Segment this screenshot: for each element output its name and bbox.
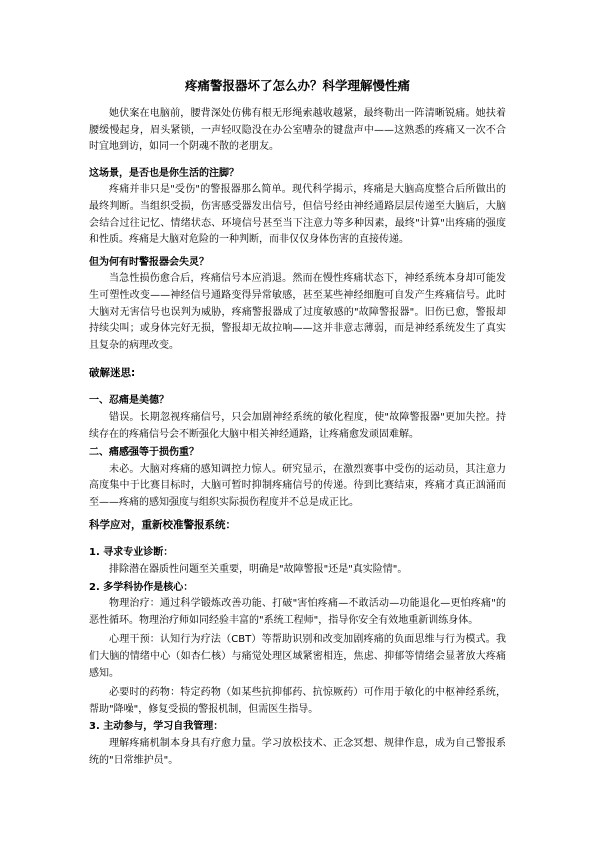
- myth-heading: 二、痛感强等于损伤重？: [89, 447, 199, 459]
- myth-paragraph: 未必。大脑对疼痛的感知调控力惊人。研究显示，在激烈赛事中受伤的运动员，其注意力高度集中于比赛目标时，大脑可暂时抑制疼痛信号的传递。待到比赛结束，疼痛才真正汹涌而至——疼痛的感知强度与组织实际损伤程度并不总是成正比。: [89, 463, 506, 508]
- coping-item-heading: 3. 主动参与，学习自我管理：: [89, 721, 224, 733]
- section-paragraph: 当急性损伤愈合后，疼痛信号本应消退。然而在慢性疼痛状态下，神经系统本身却可能发生可塑性改变——神经信号通路变得异常敏感，甚至某些神经细胞可自发产生疼痛信号。此时大脑对无害信号也误判为威胁，疼痛警报器成了过度敏感的"故障警报器"。旧伤已愈，警报却持续尖叫；或身体完好无损，警报却无故拉响——这并非意志薄弱，而是神经系统发生了真实且复杂的病理改变。: [89, 273, 506, 351]
- section-alarm-failure: [89, 255, 506, 355]
- coping-paragraph: 排除潜在器质性问题至关重要，明确是"故障警报"还是"真实险情"。: [109, 564, 408, 576]
- myth-item: [89, 445, 506, 511]
- intro-paragraph: 她伏案在电脑前，腰背深处仿佛有根无形绳索越收越紧，最终勒出一阵清晰锐痛。她扶着腰缓慢起身，眉头紧锁，一声轻叹隐没在办公室嘈杂的键盘声中——这熟悉的疼痛又一次不合时宜地到访，如同一个阴魂不散的老朋友。: [89, 108, 506, 153]
- myth-heading: 一、忍痛是美德？: [89, 395, 169, 407]
- myth-item: [89, 393, 506, 443]
- coping-paragraph-medication: 必要时的药物：特定药物（如某些抗抑郁药、抗惊厥药）可作用于敏化的中枢神经系统，帮助"降噪"，修复受损的警报机制，但需医生指导。: [89, 687, 506, 715]
- page-title: 疼痛警报器坏了怎么办？科学理解慢性痛: [184, 78, 410, 93]
- myths-heading: 破解迷思:: [89, 367, 136, 380]
- coping-item-heading: 1. 寻求专业诊断：: [89, 547, 174, 559]
- coping-paragraph-physio: 物理治疗：通过科学锻炼改善功能、打破"害怕疼痛—不敢活动—功能退化—更怕疼痛"的恶性循环。物理治疗师如同经验丰富的"系统工程师"，指导你安全有效地重新训练身体。: [89, 598, 506, 626]
- coping-heading: 科学应对，重新校准警报系统：: [89, 519, 236, 532]
- section-scenario: [89, 166, 506, 249]
- coping-paragraph-psych: 心理干预：认知行为疗法（CBT）等帮助识别和改变加剧疼痛的负面思维与行为模式。我们大脑的情绪中心（如杏仁核）与痛觉处理区域紧密相连，焦虑、抑郁等情绪会显著放大疼痛感知。: [89, 634, 506, 679]
- section-heading: 这场景，是否也是你生活的注脚？: [89, 167, 239, 179]
- coping-item: [89, 719, 506, 769]
- coping-item: [89, 580, 506, 719]
- section-paragraph: 疼痛并非只是"受伤"的警报器那么简单。现代科学揭示，疼痛是大脑高度整合后所做出的最终判断。当组织受损，伤害感受器发出信号，但信号经由神经通路层层传递至大脑后，大脑会结合过往记忆、情绪状态、环境信号甚至当下注意力等多种因素，最终"计算"出疼痛的强度和性质。疼痛是大脑对危险的一种判断，而非仅仅身体伤害的直接传递。: [89, 184, 506, 246]
- coping-item-heading: 2. 多学科协作是核心：: [89, 581, 194, 593]
- coping-paragraph: 理解疼痛机制本身具有疗愈力量。学习放松技术、正念冥想、规律作息，成为自己警报系统的"日常维护员"。: [89, 738, 506, 766]
- myth-paragraph: 错误。长期忽视疼痛信号，只会加剧神经系统的敏化程度，使"故障警报器"更加失控。持续存在的疼痛信号会不断强化大脑中相关神经通路，让疼痛愈发顽固难解。: [89, 411, 506, 440]
- section-heading: 但为何有时警报器会失灵？: [89, 256, 209, 268]
- coping-item: [89, 545, 506, 578]
